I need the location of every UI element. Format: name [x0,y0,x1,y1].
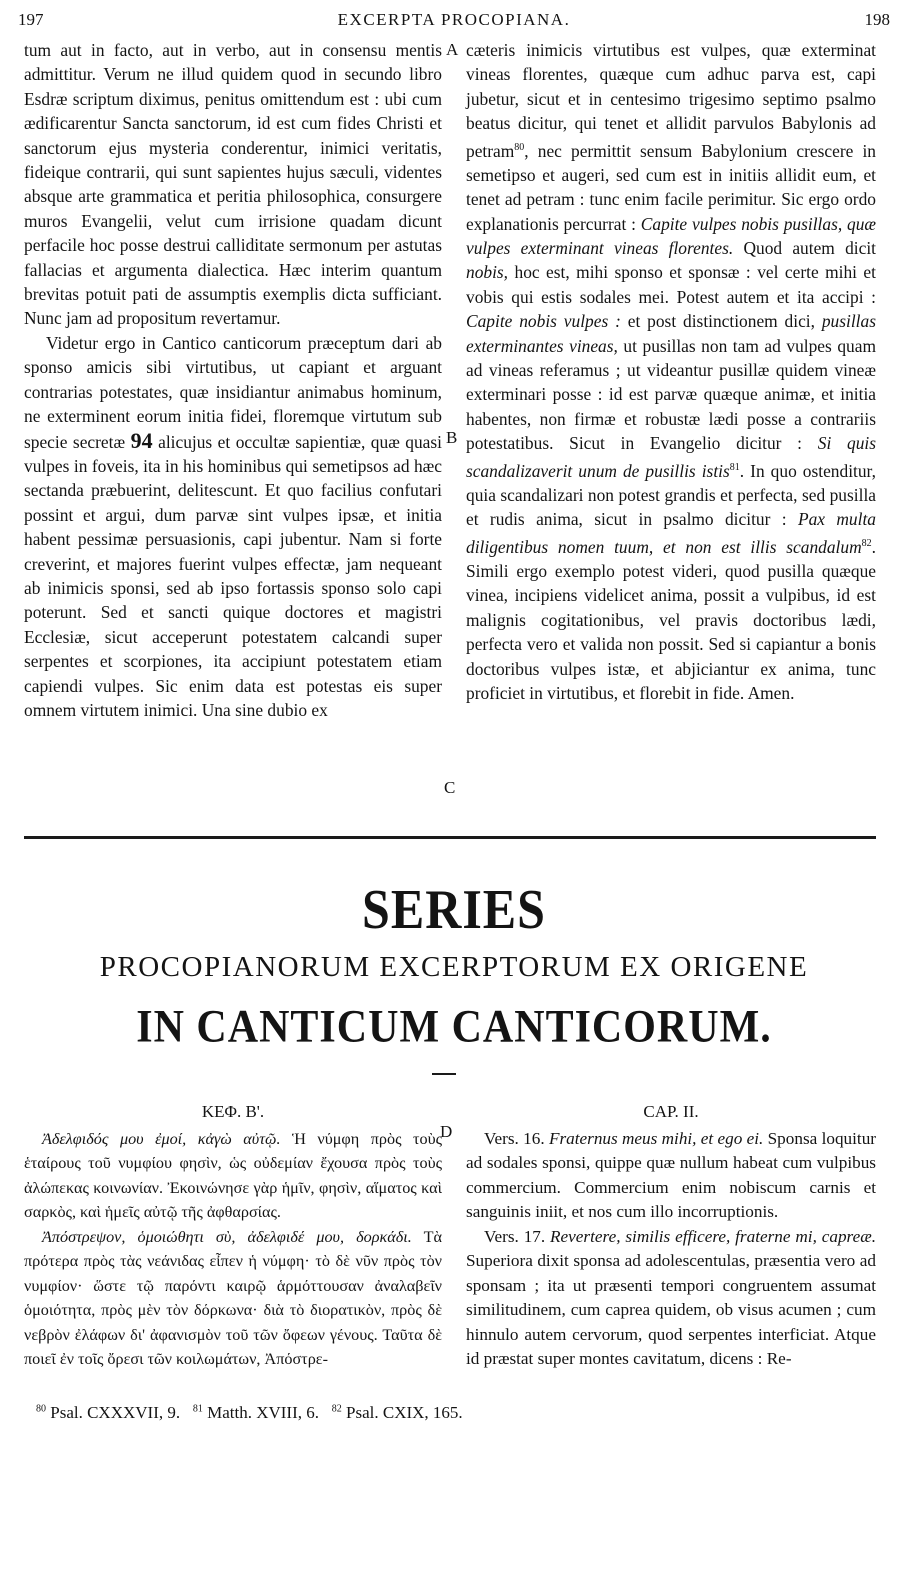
latin-comment: Sponsa loquitur ad sodales sponsi, quippe quæ nullum habeat cum vulpibus commercium. Commercium enim nobiscum carnis et sanguinis iniit, et nos cum illo incorruptionis. [466,1128,877,1221]
greek-chapter-heading: ΚΕΦ. Β'. [201,1102,265,1121]
right-text-segment: Quod autem dicit [743,238,876,259]
left-paragraph-2 [24,331,442,723]
running-header [18,10,890,36]
right-italic-quote: pusillas exterminantes vineas, [466,311,876,356]
latin-chapter-heading: CAP. II. [643,1102,699,1121]
margin-marker-a: A [446,40,459,59]
latin-lemma: Fraternus meus mihi, et ego ei. [548,1128,764,1148]
latin-comment: Superiora dixit sponsa ad adolescentulas, præsentia vero ad sponsam ; ita ut præsenti tempori congruentem assumat similitudinem, cum caprea quidem, ob visus acumen ; cum hinnulo autem cervorum, quod serpentes interficiat. Atque id præstat super montes cavitatum, dicens : Re- [466,1251,876,1368]
latin-verse-16 [466,1127,876,1225]
greek-comment: Τὰ πρότερα πρὸς τὰς νεάνιδας εἶπεν ἡ νύμφη· τὸ δὲ νῦν πρὸς τὸν νυμφίον· ὥστε τῷ παρόντι καιρῷ ἁρμόττουσαν ἀναλαβεῖν ὁμοιότητα, πρὸς μὲν τὸν δόρκωνα· διὰ τὸ διορατικὸν, πρὸς δὲ νεβρὸν ἐλάφων δι' ἀφανισμὸν τοῦ τῶν ὄφεων γένους. Ταῦτα δὲ ποιεῖ ἐν τοῖς ὄρεσι τῶν κοιλωμάτων, Ἀπόστρε- [24,1227,442,1368]
left-text-segment: mentis admittitur. Verum ne illud quidem quod in secundo libro Esdræ scriptum diximus, penitus omittendum est : ubi cum ædificarentur Sancta sanctorum, id est cum fides Christi et sanctorum ejus mysteria conderentur, inimici veritatis, fideique contrarii, qui sunt sapientes hujus sæculi, videntes absque arte grammatica et peritia philosophica, consurgere muros Evangelii, velut cum irrisione quadam dicunt perfacile hoc posse destrui calliditate sermonum per astutas fallacias et argumenta dialectica. Hæc interim quantum brevitas potuit pati de assumptis exemplis dicta sufficiant. Nunc jam ad propositum revertamur. [24,40,442,329]
series-title: SERIES [362,877,546,941]
series-work-title: IN CANTICUM CANTICORUM. [136,1001,772,1053]
right-text-segment: , nec permittit sensum Babylonium crescere in semetipso et augeri, sed cum est in initiis allidit eum, et tenet ad petram : tunc enim facile perimitur. Sic ergo ordo explanationis percurrat : [466,140,876,234]
page-number-left: 197 [18,10,44,29]
left-text-segment: capiendi vulpes. Sic enim data est potestas eis super omnem virtutem inimici. Una sine dubio ex [24,675,442,720]
short-rule [432,1073,456,1075]
latin-lemma: Revertere, similis efficere, fraterne mi, capreæ. [550,1226,876,1246]
series-subtitle: PROCOPIANORUM EXCERPTORUM EX ORIGENE [99,951,809,983]
left-text-segment: tum aut in facto, aut in verbo, aut in consensu [24,40,387,60]
right-italic-quote: Si quis scandalizaverit unum de pusillis istis [466,433,876,481]
right-text-segment: . In quo ostenditur, quia scandalizari non potest grandis et perfecta, sed pusilla et rudis anima, sicut in psalmo dicitur : [466,460,877,530]
left-text-column [24,38,442,722]
left-paragraph-1 [24,38,442,331]
right-text-segment: et post distinctionem dici, [627,311,815,332]
footnotes [36,1403,876,1423]
running-title: EXCERPTA PROCOPIANA. [337,10,571,29]
footnote-ref-82: 82 [861,537,872,549]
right-text-segment: cæteris inimicis virtutibus est vulpes, quæ exterminat vineas florentes, quæque cum adhuc parva est, capi jubetur, sicut et in centesimo trigesimo septimo psalmo beatus dicitur, qui tenet et allidit parvulos Babylonis ad petram [466,40,876,161]
footnote-text: Psal. CXIX, 165. [346,1403,463,1422]
left-text-segment: alicujus et occultæ sapientiæ, quæ quasi vulpes in foveis, ita in his hominibus qui semetipsos ad hæc sectanda præbuerint, delitescunt. Et quo facilius confutari possint et argui, dum parvæ sint vulpes ipsæ, et initia habent pessimæ persuasionis, capi jubentur. Nam si forte creverint, et majores fuerint vulpes effectæ, jam nequeant ab inimicis sponsi, sed ab ipso fortassis sponso solo capi poterunt. Sed et sancti quique doctores et magistri Ecclesiæ, sicut acceperunt potestatem calcandi super serpentes et scorpiones, ita accipiunt potestatem etiam [24,431,442,672]
margin-marker-b: B [446,428,458,447]
right-text-segment: ut pusillas non tam ad vulpes quam ad vineas referamus ; ut videantur pusillæ quidem vineæ exterminari posse : id est parvæ quæque animæ, et initia habentes, non firmæ et robustæ lædi posse a contrariis potestatibus. Sicut in Evangelio dicitur : [466,335,876,454]
latin-text-column [466,1100,876,1372]
right-text-segment: hoc est, mihi sponso et sponsæ : vel certe mihi et vobis qui estis sodales mei. Potest autem et ita accipi : [466,262,876,307]
right-text-column [466,38,876,705]
footnote-text: Matth. XVIII, 6. [207,1403,320,1422]
greek-comment: Ἡ νύμφη πρὸς τοὺς ἑταίρους τοῦ νυμφίου φησὶν, ὡς οὐδεμίαν ἔχουσα πρὸς τοὺς ἀλώπεκας κοινωνίαν. Ἐκοινώνησε γὰρ ἡμῖν, φησὶν, αἵματος καὶ σαρκὸς, καὶ ἡμεῖς αὐτῷ τῆς ἀφθαρσίας. [24,1129,442,1221]
greek-text-column [24,1100,442,1372]
greek-verse-17 [24,1225,442,1372]
folio-number: 94 [130,427,153,453]
latin-verse-17 [466,1225,876,1372]
page-number-right: 198 [864,10,890,29]
right-italic-quote: Capite vulpes nobis pusillas, quæ vulpes exterminant vineas florentes. [466,213,876,259]
greek-verse-16 [24,1127,442,1225]
footnote-text: Psal. CXXXVII, 9. [50,1403,181,1422]
greek-lemma: Ἀδελφιδός μου ἐμοί, κἀγὼ αὐτῷ. [42,1129,281,1148]
margin-marker-c: C [444,778,456,797]
footnote-number: 80 [36,1403,46,1415]
right-text-segment: . Simili ergo exemplo potest videri, quod pusilla quæque vinea, incipiens videlicet anima, possit a vulpibus, id est malignis cogitationibus, vel pravis doctoribus lædi, perfecta vero et valida non possit. Sed si capiantur a bonis doctoribus vulpes istæ, et abjiciantur ex anima, tunc proficiet in virtutibus, et florebit in fide. Amen. [466,536,876,703]
footnote-ref-80: 80 [514,141,525,153]
greek-lemma: Ἀπόστρεψον, ὁμοιώθητι σὺ, ἀδελφιδέ μου, δορκάδι. [42,1227,412,1246]
footnote-number: 82 [331,1403,342,1415]
left-text-segment: arguant contrarias potestates, quæ insidiantur animabus hominum, ne exterminent eorum initia fidei, floremque virtutum sub specie secretæ [24,357,442,452]
right-italic-quote: nobis, [466,262,509,283]
section-divider [24,836,876,839]
footnote-number: 81 [192,1403,203,1415]
right-italic-quote: Pax multa diligentibus nomen tuum, et non est illis scandalum [466,509,876,557]
left-text-segment: Videtur ergo in Cantico canticorum præceptum dari ab sponso amicis sibi virtutibus, ut capiant et [24,332,442,378]
verse-label: Vers. 16. [484,1128,545,1148]
right-italic-quote: Capite nobis vulpes : [466,311,621,332]
verse-label: Vers. 17. [484,1226,546,1246]
margin-marker-d: D [440,1122,453,1141]
right-paragraph [466,38,876,705]
footnote-ref-81: 81 [729,461,740,473]
